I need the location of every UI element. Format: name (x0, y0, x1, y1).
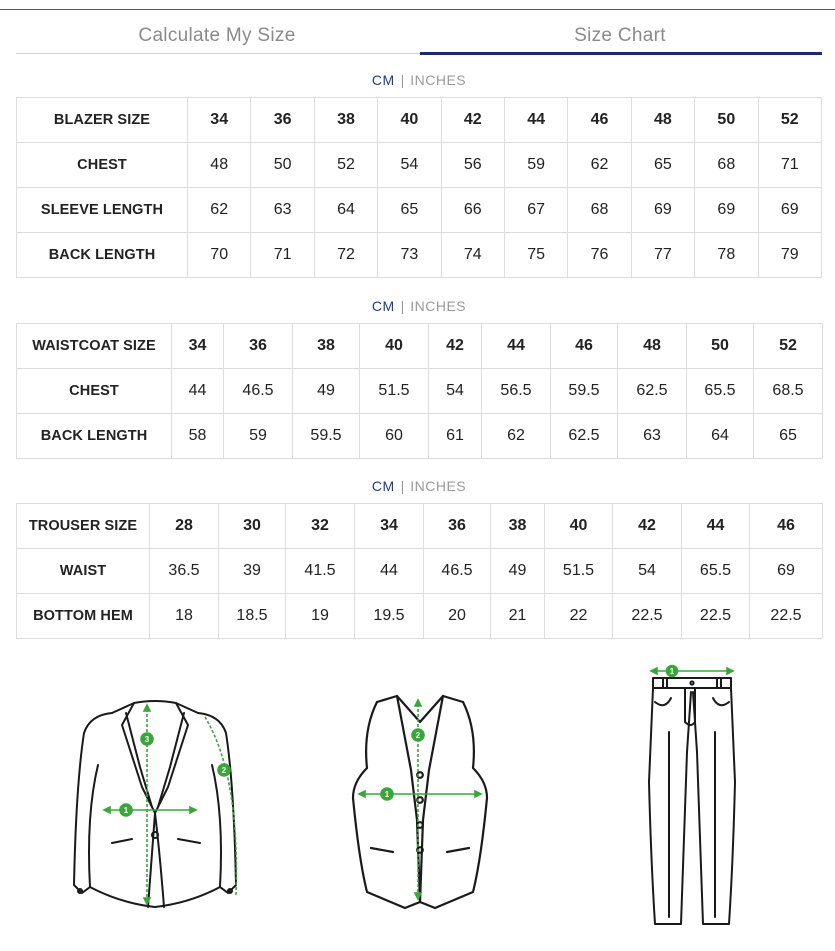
measurement-cell: 19 (286, 594, 355, 639)
table-row (17, 369, 823, 414)
unit-toggle-blazer (16, 72, 822, 88)
row-label: CHEST (17, 369, 172, 414)
trouser-size-table (16, 503, 823, 639)
measurement-cell: 66 (441, 188, 504, 233)
row-label: BLAZER SIZE (17, 98, 188, 143)
size-header-cell: 48 (631, 98, 694, 143)
measurement-cell: 59.5 (293, 414, 360, 459)
waistcoat-illustration (345, 690, 495, 915)
measurement-cell: 20 (424, 594, 491, 639)
measurement-cell: 75 (504, 233, 567, 278)
measurement-cell: 52 (314, 143, 377, 188)
measurement-cell: 76 (568, 233, 631, 278)
measurement-cell: 21 (491, 594, 545, 639)
measurement-cell: 65.5 (687, 369, 754, 414)
measurement-cell: 68 (695, 143, 758, 188)
size-header-cell: 36 (424, 504, 491, 549)
measurement-cell: 44 (172, 369, 224, 414)
size-header-cell: 38 (293, 324, 360, 369)
row-label: CHEST (17, 143, 188, 188)
trouser-illustration (635, 662, 745, 937)
measurement-cell: 68.5 (754, 369, 823, 414)
measurement-cell: 56 (441, 143, 504, 188)
table-row (17, 414, 823, 459)
size-header-cell: 28 (150, 504, 219, 549)
measurement-cell: 22.5 (750, 594, 823, 639)
marker-sleeve: 2 (221, 766, 227, 775)
size-header-cell: 44 (682, 504, 750, 549)
measurement-cell: 63 (251, 188, 314, 233)
blazer-illustration (60, 695, 250, 910)
row-label: TROUSER SIZE (17, 504, 150, 549)
measurement-cell: 46.5 (424, 549, 491, 594)
marker-chest: 1 (384, 790, 390, 799)
measurement-cell: 61 (429, 414, 482, 459)
measurement-cell: 18 (150, 594, 219, 639)
measurement-cell: 58 (172, 414, 224, 459)
unit-cm-button[interactable]: CM (371, 72, 395, 88)
measurement-cell: 63 (618, 414, 687, 459)
row-label: BACK LENGTH (17, 414, 172, 459)
unit-inches-button[interactable]: INCHES (410, 72, 467, 88)
row-label: WAISTCOAT SIZE (17, 324, 172, 369)
row-label: BOTTOM HEM (17, 594, 150, 639)
marker-waist: 1 (669, 667, 675, 676)
measurement-cell: 62 (568, 143, 631, 188)
table-row (17, 188, 822, 233)
size-header-cell: 34 (188, 98, 251, 143)
unit-inches-button[interactable]: INCHES (410, 478, 467, 494)
size-header-cell: 44 (482, 324, 551, 369)
size-header-cell: 38 (314, 98, 377, 143)
measurement-cell: 59.5 (551, 369, 618, 414)
measurement-cell: 51.5 (360, 369, 429, 414)
trouser-size-header-row (17, 504, 823, 549)
measurement-cell: 22 (545, 594, 613, 639)
size-header-cell: 34 (172, 324, 224, 369)
size-header-cell: 36 (251, 98, 314, 143)
measurement-cell: 41.5 (286, 549, 355, 594)
measurement-cell: 54 (378, 143, 441, 188)
measurement-cell: 68 (568, 188, 631, 233)
measurement-cell: 48 (188, 143, 251, 188)
measurement-cell: 54 (429, 369, 482, 414)
size-header-cell: 34 (355, 504, 424, 549)
measurement-cell: 65 (754, 414, 823, 459)
measurement-cell: 39 (219, 549, 286, 594)
measurement-cell: 70 (188, 233, 251, 278)
unit-toggle-waistcoat (16, 298, 822, 314)
measurement-cell: 59 (504, 143, 567, 188)
measurement-cell: 46.5 (224, 369, 293, 414)
size-header-cell: 48 (618, 324, 687, 369)
measurement-cell: 79 (758, 233, 821, 278)
size-header-cell: 52 (758, 98, 821, 143)
measurement-cell: 67 (504, 188, 567, 233)
marker-back-length: 3 (144, 735, 150, 744)
measurement-cell: 36.5 (150, 549, 219, 594)
measurement-cell: 44 (355, 549, 424, 594)
measurement-cell: 71 (758, 143, 821, 188)
unit-cm-button[interactable]: CM (371, 478, 395, 494)
size-header-cell: 46 (568, 98, 631, 143)
size-header-cell: 52 (754, 324, 823, 369)
measurement-cell: 62.5 (551, 414, 618, 459)
size-header-cell: 32 (286, 504, 355, 549)
unit-separator: | (400, 478, 405, 494)
table-row (17, 143, 822, 188)
measurement-cell: 74 (441, 233, 504, 278)
measurement-cell: 65 (631, 143, 694, 188)
tab-size-chart[interactable]: Size Chart (574, 25, 666, 46)
size-header-cell: 42 (613, 504, 682, 549)
measurement-cell: 69 (758, 188, 821, 233)
tab-bar (16, 22, 822, 56)
measurement-cell: 69 (750, 549, 823, 594)
size-header-cell: 40 (360, 324, 429, 369)
table-row (17, 594, 823, 639)
measurement-cell: 22.5 (613, 594, 682, 639)
unit-cm-button[interactable]: CM (371, 298, 395, 314)
size-header-cell: 46 (750, 504, 823, 549)
size-header-cell: 36 (224, 324, 293, 369)
measurement-cell: 62 (482, 414, 551, 459)
measurement-cell: 49 (293, 369, 360, 414)
measurement-cell: 19.5 (355, 594, 424, 639)
measurement-cell: 50 (251, 143, 314, 188)
measurement-cell: 51.5 (545, 549, 613, 594)
measurement-cell: 72 (314, 233, 377, 278)
measurement-cell: 64 (314, 188, 377, 233)
measurement-cell: 69 (631, 188, 694, 233)
size-header-cell: 38 (491, 504, 545, 549)
table-row (17, 233, 822, 278)
size-header-cell: 50 (695, 98, 758, 143)
table-row (17, 549, 823, 594)
measurement-cell: 77 (631, 233, 694, 278)
size-header-cell: 44 (504, 98, 567, 143)
measurement-cell: 49 (491, 549, 545, 594)
unit-separator: | (400, 298, 405, 314)
measurement-cell: 60 (360, 414, 429, 459)
measurement-cell: 78 (695, 233, 758, 278)
waistcoat-size-table (16, 323, 823, 459)
measurement-cell: 69 (695, 188, 758, 233)
measurement-cell: 22.5 (682, 594, 750, 639)
size-header-cell: 40 (545, 504, 613, 549)
size-header-cell: 42 (441, 98, 504, 143)
size-header-cell: 46 (551, 324, 618, 369)
measurement-cell: 73 (378, 233, 441, 278)
measurement-cell: 56.5 (482, 369, 551, 414)
size-header-cell: 40 (378, 98, 441, 143)
tab-active-indicator (420, 52, 822, 55)
marker-back-length: 2 (415, 731, 421, 740)
waistcoat-size-header-row (17, 324, 823, 369)
measurement-cell: 59 (224, 414, 293, 459)
measurement-cell: 62 (188, 188, 251, 233)
blazer-size-table (16, 97, 822, 278)
unit-inches-button[interactable]: INCHES (410, 298, 467, 314)
measurement-cell: 64 (687, 414, 754, 459)
measurement-cell: 65.5 (682, 549, 750, 594)
marker-chest: 1 (123, 806, 129, 815)
row-label: BACK LENGTH (17, 233, 188, 278)
size-header-cell: 30 (219, 504, 286, 549)
measurement-cell: 18.5 (219, 594, 286, 639)
row-label: WAIST (17, 549, 150, 594)
size-header-cell: 42 (429, 324, 482, 369)
size-header-cell: 50 (687, 324, 754, 369)
unit-separator: | (400, 72, 405, 88)
unit-toggle-trouser (16, 478, 822, 494)
row-label: SLEEVE LENGTH (17, 188, 188, 233)
top-rule (0, 9, 835, 10)
measurement-cell: 54 (613, 549, 682, 594)
tab-calculate-my-size[interactable]: Calculate My Size (138, 25, 296, 46)
measurement-cell: 65 (378, 188, 441, 233)
measurement-cell: 71 (251, 233, 314, 278)
blazer-size-header-row (17, 98, 822, 143)
measurement-cell: 62.5 (618, 369, 687, 414)
